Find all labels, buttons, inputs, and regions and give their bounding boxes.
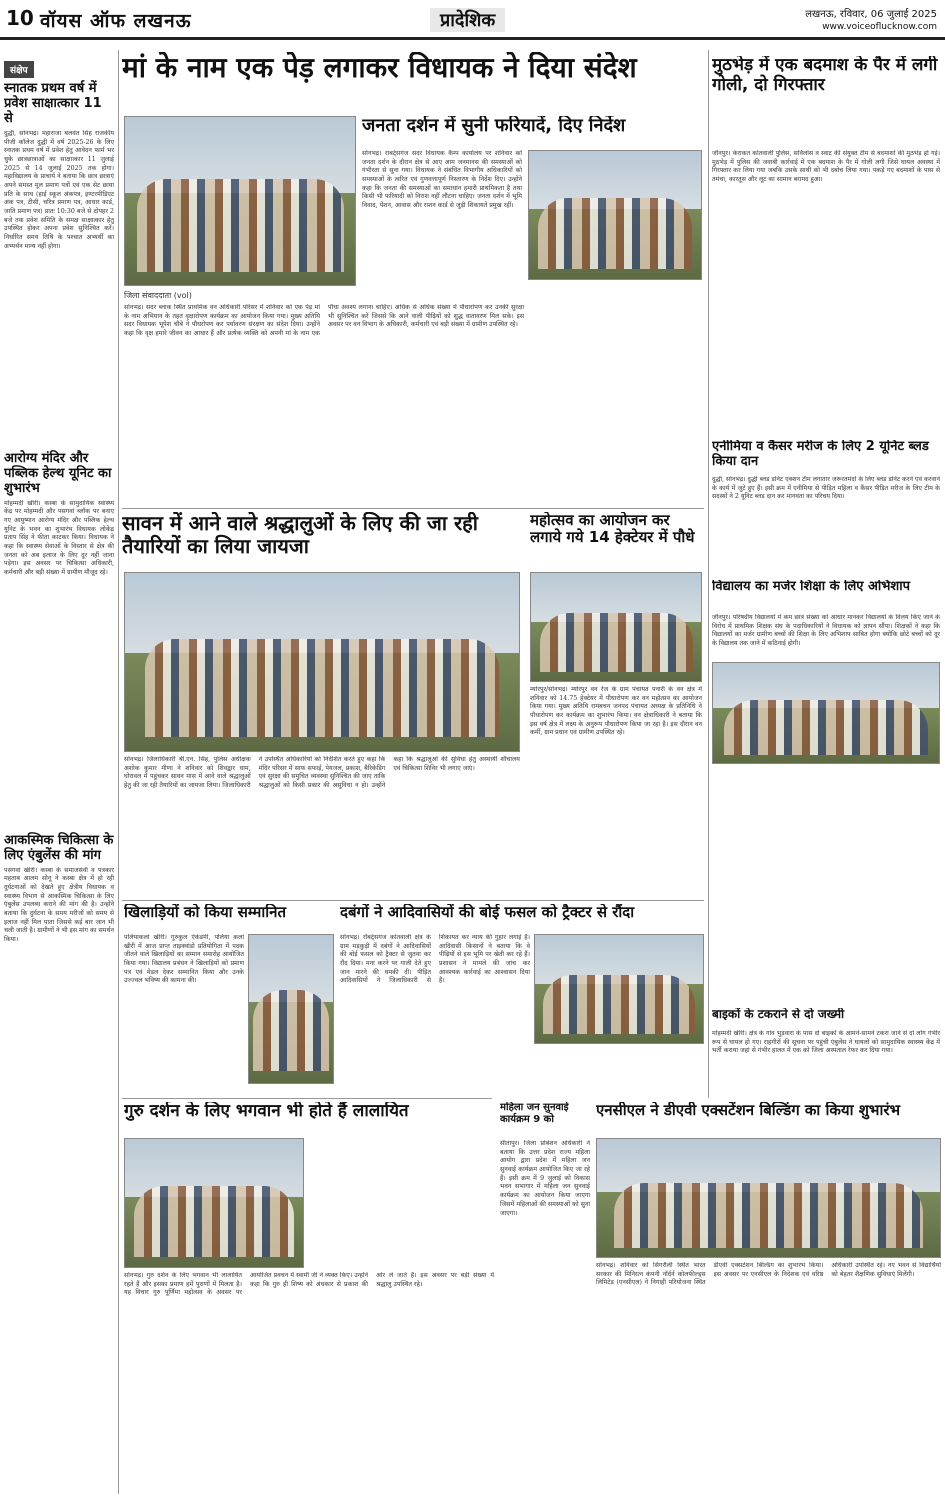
mahila-text: सीतापुर। जिला प्रोबेशन अधिकारी ने बताया कि उत्तर प्रदेश राज्य महिला आयोग द्वारा प्रदेश में महिला जन सुनवाई कार्यक्रम आयोजित किए जा रहे हैं। इसी क्रम में 9 जुलाई को विकास भवन सभागार में महिला जन सुनवाई कार्यक्रम का आयोजन किया जाएगा जिसमें महिलाओं की समस्याओं को सुना जाएगा। <box>500 1140 590 1217</box>
brief-body: पसगवां खीरी। कस्बा के समाजसेवी व पत्रकार महताब आलम सोनू ने कस्बा क्षेत्र में हो रही दुर्घटनाओं को देखते हुए क्षेत्रीय विधायक व स्वास्थ्य विभाग से आकस्मिक चिकित्सा के लिए एंबुलेंस उपलब्ध कराने की मांग की है। उन्होंने बताया कि दुर्घटना के समय मरीजों को समय से इलाज नहीं मिल पाता जिससे कई बार जान भी चली जाती है। ग्रामीणों ने भी इस मांग का समर्थन किया। <box>4 866 114 943</box>
mahila-body <box>500 1140 590 1490</box>
ncl-headline: एनसीएल ने डीएवी एक्सटेंशन बिल्डिंग का किया शुभारंभ <box>596 1102 901 1119</box>
paper-name: वॉयस ऑफ लखनऊ <box>40 10 192 32</box>
brief-headline: आरोग्य मंदिर और पब्लिक हेल्थ यूनिट का शुभारंभ <box>4 450 112 496</box>
bike-headline: बाइकों के टकराने से दो जख्मी <box>712 1008 845 1021</box>
sawan-story <box>122 512 522 568</box>
encounter-story <box>712 56 940 146</box>
mahotsav-body <box>530 686 702 896</box>
guru-story <box>124 1102 494 1132</box>
page-number: 10 <box>6 6 34 30</box>
dabang-story <box>340 904 704 930</box>
dateline: लखनऊ, रविवार, 06 जुलाई 2025 <box>805 9 937 20</box>
section-rule <box>122 900 704 901</box>
briefs-tag: संक्षेप <box>4 61 34 78</box>
janata-photo <box>528 150 702 280</box>
janata-headline: जनता दर्शन में सुनी फरियादें, दिए निर्देश <box>362 116 626 136</box>
sawan-text: सोनभद्र। जिलाधिकारी बी.एन. सिंह, पुलिस अधीक्षक अशोक कुमार मीणा ने शनिवार को शिवद्वार धाम, घोरावल में पहुंचकर सावन मास में आने वाले श्रद्धालुओं हेतु की जा रही तैयारियों का जायजा लिया। जिलाधिकारी ने उपस्थित अधिकारियों को निर्देशित करते हुए कहा कि मंदिर परिसर में साफ सफाई, पेयजल, प्रकाश, बैरिकेडिंग एवं सुरक्षा की समुचित व्यवस्था सुनिश्चित की जाए ताकि श्रद्धालुओं को किसी प्रकार की असुविधा न हो। उन्होंने कहा कि श्रद्धालुओं की सुविधा हेतु अस्थायी शौचालय एवं चिकित्सा शिविर भी लगाए जाएं। <box>124 756 520 790</box>
janata-text: सोनभद्र। राबर्ट्सगंज सदर विधायक कैम्प कार्यालय पर शनिवार को जनता दर्शन के दौरान क्षेत्र से आए आम जनमानस की समस्याओं को गंभीरता से सुना गया। विधायक ने संबंधित विभागीय अधिकारियों को समस्याओं के त्वरित एवं गुणवत्तापूर्ण निस्तारण के निर्देश दिए। उन्होंने कहा कि जनता की समस्याओं का समाधान हमारी प्राथमिकता है तथा किसी भी फरियादी को निराश नहीं लौटना चाहिए। जनता दर्शन में भूमि विवाद, पेंशन, आवास और राशन कार्ड से जुड़ी शिकायतें प्रमुख रहीं। <box>362 150 522 210</box>
main-story-text: सोनभद्र। सदर ब्लाक स्थित प्राथमिक वन अधिकारी परिसर में शनिवार को एक पेड़ मां के नाम अभियान के तहत वृक्षारोपण कार्यक्रम का आयोजन किया गया। मुख्य अतिथि सदर विधायक भूपेश चौबे ने पौधरोपण कर पर्यावरण संरक्षण का संदेश दिया। उन्होंने कहा कि वृक्ष हमारे जीवन का आधार हैं और प्रत्येक व्यक्ति को अपनी मां के नाम एक पौधा अवश्य लगाना चाहिए। अधिक से अधिक संख्या में पौधारोपण कर उनकी सुरक्षा भी सुनिश्चित करें जिससे कि आने वाली पीढ़ियों को शुद्ध वातावरण मिल सके। इस अवसर पर वन विभाग के अधिकारी, कर्मचारी एवं बड़ी संख्या में ग्रामीण उपस्थित रहे। <box>124 304 524 338</box>
merger-photo <box>712 662 940 764</box>
mahotsav-headline: महोत्सव का आयोजन कर लगाये गये 14 हेक्टेयर में पौधे <box>530 512 695 547</box>
dabang-photo <box>534 934 704 1044</box>
dabang-text: सोनभद्र। रॉबर्ट्सगंज कोतवाली क्षेत्र के ग्राम मड़कुड़ी में दबंगों ने आदिवासियों की बोई फसल को ट्रैक्टर से जुतवा कर रौंद दिया। मना करने पर गाली देते हुए जान मारने की धमकी दी। पीड़ित आदिवासियों ने जिलाधिकारी से शिकायत कर न्याय की गुहार लगाई है। आदिवासी किसानों ने बताया कि वे पीढ़ियों से इस भूमि पर खेती कर रहे हैं। प्रशासन ने मामले की जांच कर आवश्यक कार्रवाई का आश्वासन दिया है। <box>340 934 530 985</box>
ncl-text: सोनभद्र। शनिवार को सिंगरौली स्थित भारत सरकार की मिनिरत्न कंपनी नॉर्दर्न कोलफील्ड्स लिमिटेड (एनसीएल) ने निगाही परियोजना स्थित डीएवी एक्सटेंशन बिल्डिंग का शुभारंभ किया। इस अवसर पर एनसीएल के निदेशक एवं वरिष्ठ अधिकारी उपस्थित रहे। नए भवन से विद्यार्थियों को बेहतर शैक्षणिक सुविधाएं मिलेंगी। <box>596 1262 941 1287</box>
encounter-body <box>712 150 940 440</box>
section-name: प्रादेशिक <box>430 8 505 32</box>
main-story <box>122 52 702 116</box>
sawan-headline: सावन में आने वाले श्रद्धालुओं के लिए की जा रही तैयारियों का लिया जायजा <box>122 512 478 558</box>
guru-text: सोनभद्र। गुरु दर्शन के लिए भगवान भी लालायित रहते हैं और इसका प्रमाण हमें पुराणों में मिलता है। यह विचार गुरु पूर्णिमा महोत्सव के अवसर पर आयोजित प्रवचन में स्वामी जी ने व्यक्त किए। उन्होंने कहा कि गुरु ही शिष्य को अंधकार से प्रकाश की ओर ले जाते हैं। इस अवसर पर बड़ी संख्या में श्रद्धालु उपस्थित रहे। <box>124 1272 494 1297</box>
guru-headline: गुरु दर्शन के लिए भगवान भी होते हैं लालायित <box>124 1102 409 1121</box>
encounter-headline: मुठभेड़ में एक बदमाश के पैर में लगी गोली, दो गिरफ्तार <box>712 56 938 95</box>
bike-body <box>712 1030 940 1094</box>
main-headline: मां के नाम एक पेड़ लगाकर विधायक ने दिया संदेश <box>122 52 637 84</box>
janata-body <box>362 150 522 350</box>
main-story-caption <box>124 288 356 300</box>
ncl-story <box>596 1102 941 1132</box>
khiladi-body <box>124 934 244 1084</box>
janata-story <box>362 116 702 152</box>
sawan-photo <box>124 572 520 752</box>
briefs-column <box>4 58 114 1494</box>
mahila-headline: महिला जन सुनवाई कार्यक्रम 9 को <box>500 1102 569 1125</box>
column-rule <box>118 50 119 1494</box>
ncl-body <box>596 1262 941 1492</box>
khiladi-text: पलियाकलां खीरी। गुरुकुल ऐकेडमी, पलिया कलां खीरी में आज प्राप्त ताइक्वांडो प्रतियोगिता में पदक जीतने वाले खिलाड़ियों का सम्मान समारोह आयोजित किया गया। विद्यालय प्रबंधन ने खिलाड़ियों को प्रमाण पत्र एवं मेडल देकर सम्मानित किया और उनके उज्ज्वल भविष्य की कामना की। <box>124 934 244 985</box>
mahotsav-text: म्योरपुर/सोनभद्र। म्योरपुर वन रेंज के ग्राम पंचायत पनारी के वन क्षेत्र में शनिवार को 14.75 हेक्टेयर में पौधारोपण कर वन महोत्सव का आयोजन किया गया। मुख्य अतिथि रामबचन जनपद पंचायत अध्यक्ष के प्रतिनिधि ने पौधारोपण कर कार्यक्रम का शुभारंभ किया। वन क्षेत्राधिकारी ने बताया कि इस वर्ष क्षेत्र में लक्ष्य के अनुरूप पौधारोपण किया जा रहा है। इस दौरान वन कर्मी, ग्राम प्रधान एवं ग्रामीण उपस्थित रहे। <box>530 686 702 737</box>
anemia-body <box>712 476 940 574</box>
merger-headline: विद्यालय का मर्जर शिक्षा के लिए अभिशाप <box>712 580 911 594</box>
merger-text: जौनपुर। परिषदीय विद्यालयों में कम छात्र संख्या को आधार मानकर विद्यालयों के विलय किए जाने के विरोध में प्राथमिक शिक्षक संघ के पदाधिकारियों ने विधायक को ज्ञापन सौंपा। शिक्षकों ने कहा कि विद्यालयों का मर्जर ग्रामीण बच्चों की शिक्षा के लिए अभिशाप साबित होगा क्योंकि छोटे बच्चों को दूर के विद्यालय तक जाने में कठिनाई होगी। <box>712 614 940 648</box>
guru-body <box>124 1272 494 1492</box>
khiladi-story <box>124 904 334 930</box>
mahotsav-story <box>530 512 702 572</box>
anemia-story <box>712 440 940 474</box>
guru-photo <box>124 1138 304 1268</box>
brief-headline: आकस्मिक चिकित्सा के लिए एंबुलेंस की मांग <box>4 832 114 863</box>
section-rule <box>122 1098 492 1099</box>
mahotsav-photo <box>530 572 702 682</box>
column-rule <box>708 50 709 1098</box>
brief-headline: स्नातक प्रथम वर्ष में प्रवेश साक्षात्कार 11 से <box>4 81 102 126</box>
masthead <box>0 0 945 40</box>
khiladi-headline: खिलाड़ियों को किया सम्मानित <box>124 904 287 921</box>
photo-caption: जिला संवाददाता (vol) <box>124 291 192 300</box>
ncl-photo <box>596 1138 941 1258</box>
main-story-photo <box>124 116 356 286</box>
dabang-headline: दबंगों ने आदिवासियों की बोई फसल को ट्रैक्टर से रौंदा <box>340 904 635 921</box>
bike-text: मोहम्मदी खीरी। क्षेत्र के गांव भुड़वारा के पास दो बाइकों के आमने-सामने टकरा जाने से दो लोग गंभीर रूप से घायल हो गए। राहगीरों की सूचना पर पहुंची एंबुलेंस ने घायलों को सामुदायिक स्वास्थ्य केंद्र में भर्ती कराया जहां से गंभीर हालत में एक को जिला अस्पताल रेफर कर दिया गया। <box>712 1030 940 1055</box>
merger-story <box>712 580 940 614</box>
anemia-headline: एनीमिया व कैंसर मरीज के लिए 2 यूनिट ब्लड किया दान <box>712 440 929 469</box>
website: www.voiceoflucknow.com <box>822 22 937 32</box>
section-rule <box>122 508 704 509</box>
brief-body: मोहम्मदी खीरी। कस्बा के सामुदायिक स्वास्थ्य केंद्र पर मोहम्मदी और पसगवां ब्लॉक पर बनाए गए आयुष्मान आरोग्य मंदिर और पब्लिक हेल्थ यूनिट के भवन का शुभारंभ विधायक लोकेंद्र प्रताप सिंह ने फीता काटकर किया। विधायक ने कहा कि स्वास्थ्य सेवाओं के विस्तार से क्षेत्र की जनता को अब इलाज के लिए दूर नहीं जाना पड़ेगा। इस अवसर पर चिकित्सा अधिकारी, कर्मचारी और बड़ी संख्या में ग्रामीण मौजूद रहे। <box>4 499 114 577</box>
brief-body: दुद्धी, सोनभद्र। महाराजा बलवंत सिंह राजकीय पीजी कॉलेज दुद्धी में वर्ष 2025-26 के लिए स्नातक प्रथम वर्ष में प्रवेश हेतु आवेदन फार्म भर चुके छात्रछात्राओं का साक्षात्कार 11 जुलाई 2025 से 14 जुलाई 2025 तक होगा। महाविद्यालय के प्राचार्य ने बताया कि छात्र छात्राएं अपने समस्त मूल प्रमाण पत्रों एवं एक सेट छाया प्रति के साथ (हाई स्कूल अंकपत्र, इण्टरमीडिएट अंक पत्र, टीसी, चरित्र प्रमाण पत्र, आधार कार्ड, जाति प्रमाण पत्र) प्रातः 10:30 बजे से दोपहर 2 बजे तक प्रवेश समिति के समक्ष साक्षात्कार हेतु उपस्थित होकर अपना प्रवेश सुनिश्चित करें। निर्धारित समय तिथि के पश्चात अभ्यर्थी का अभ्यर्थन मान्य नहीं होगा। <box>4 129 114 250</box>
sawan-body <box>124 756 520 896</box>
merger-intro <box>712 614 940 654</box>
dabang-body <box>340 934 530 1094</box>
anemia-text: दुद्धी, सोनभद्र। दुद्धी ब्लड डोनेट एक्शन टीम लगातार जरूरतमंदों के लिए ब्लड डोनेट करने एवं करवाने के कार्य में जुटे हुए हैं। इसी क्रम में एनीमिया से पीड़ित महिला व कैंसर पीड़ित मरीज के लिए टीम के सदस्यों ने 2 यूनिट ब्लड दान कर मानवता का परिचय दिया। <box>712 476 940 501</box>
bike-story <box>712 1008 940 1032</box>
khiladi-photo <box>248 934 334 1084</box>
mahila-story <box>500 1102 590 1138</box>
encounter-text: जौनपुर। केराकत कोतवाली पुलिस, सर्विलांस व स्वाट की संयुक्त टीम से बदमाशों की मुठभेड़ हो गई। मुठभेड़ में पुलिस की जवाबी कार्रवाई में एक बदमाश के पैर में गोली लगी जिसे घायल अवस्था में गिरफ्तार कर लिया गया जबकि उसके साथी को भी दबोच लिया गया। पकड़े गए बदमाशों के पास से तमंचा, कारतूस और लूट का सामान बरामद हुआ। <box>712 150 940 184</box>
